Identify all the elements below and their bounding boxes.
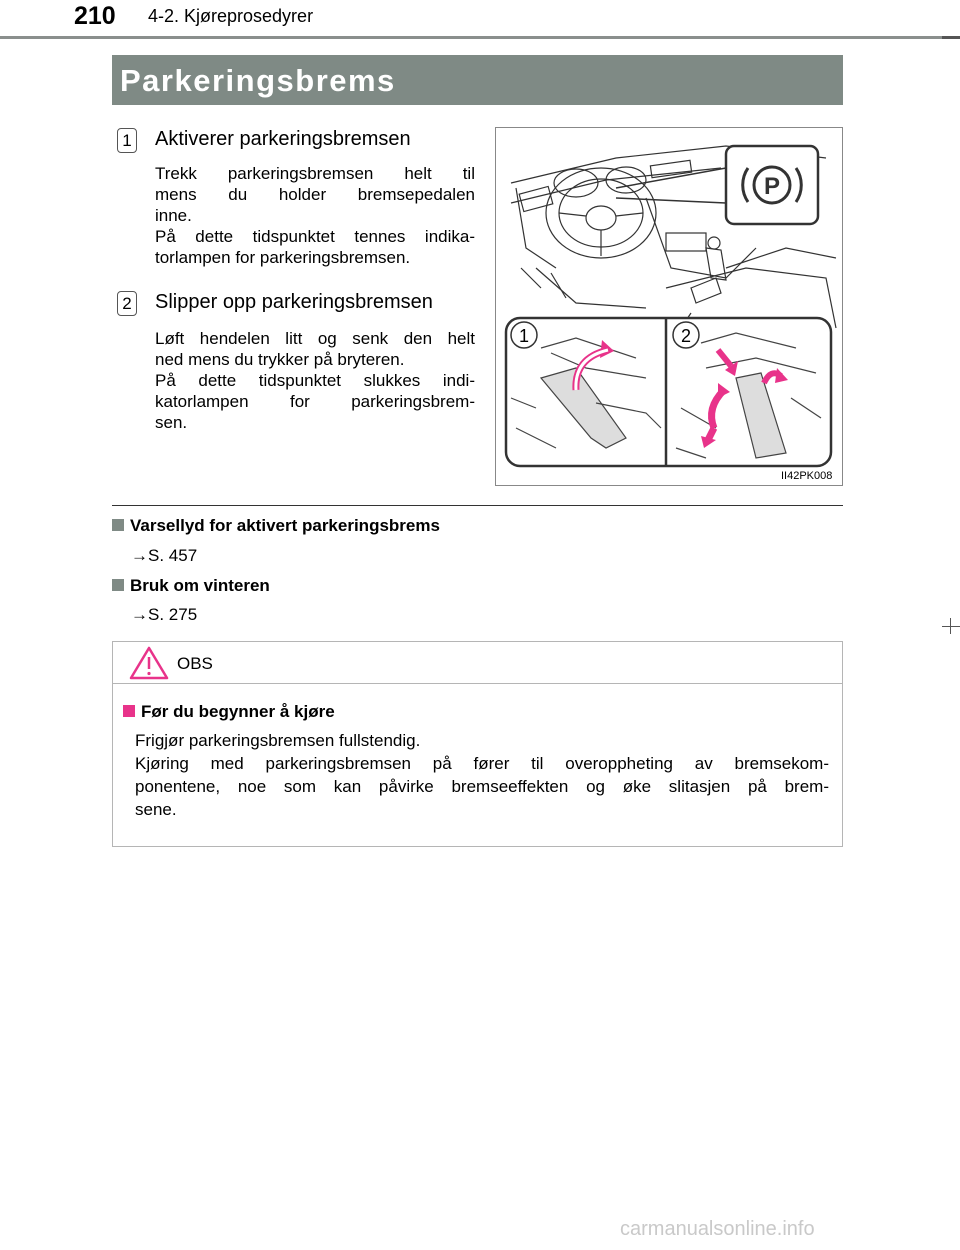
note-2-heading: Bruk om vinteren bbox=[130, 576, 270, 595]
note-heading bbox=[112, 576, 270, 596]
section-divider bbox=[112, 505, 843, 506]
parking-brake-illustration bbox=[495, 127, 843, 486]
note-1-heading: Varsellyd for aktivert parkeringsbrems bbox=[130, 516, 440, 535]
watermark: carmanualsonline.info bbox=[620, 1218, 815, 1240]
caution-subheading: Før du begynner å kjøre bbox=[141, 702, 335, 721]
step-2-line: sen. bbox=[155, 413, 188, 432]
caution-label: OBS bbox=[177, 654, 213, 673]
section-title: 4-2. Kjøreprosedyrer bbox=[148, 6, 314, 26]
caution-box bbox=[112, 641, 843, 847]
caution-line: Kjøring med parkeringsbremsen på fører til overoppheting av bremsekom- bbox=[135, 754, 829, 773]
page-number: 210 bbox=[74, 2, 116, 30]
crop-mark bbox=[950, 618, 951, 634]
callout-2: 2 bbox=[680, 326, 692, 346]
figure-code: II42PK008 bbox=[781, 470, 833, 482]
step-2-title: Slipper opp parkeringsbremsen bbox=[155, 291, 433, 313]
parking-indicator-symbol: P bbox=[763, 173, 781, 200]
caution-subheading-row bbox=[123, 702, 335, 722]
note-heading bbox=[112, 516, 440, 536]
caution-header bbox=[113, 642, 842, 684]
step-2-number: 2 bbox=[117, 291, 137, 316]
crop-mark bbox=[942, 36, 960, 39]
step-2-line: På dette tidspunktet slukkes indi- bbox=[155, 371, 475, 390]
caution-line: sene. bbox=[135, 800, 177, 819]
step-1-line: inne. bbox=[155, 206, 192, 225]
header-rule bbox=[0, 36, 960, 39]
step-1-title: Aktiverer parkeringsbremsen bbox=[155, 128, 411, 150]
bullet-square-icon bbox=[112, 579, 124, 591]
step-1-line: torlampen for parkeringsbremsen. bbox=[155, 248, 411, 267]
step-1-number: 1 bbox=[117, 128, 137, 153]
step-2-line: Løft hendelen litt og senk den helt bbox=[155, 329, 475, 348]
step-2-line: katorlampen for parkeringsbrem- bbox=[155, 392, 475, 411]
caution-line: ponentene, noe som kan påvirke bremseeffekten og øke slitasjen på brem- bbox=[135, 777, 829, 796]
title-bar bbox=[112, 55, 843, 105]
note-1-xref[interactable]: →S. 457 bbox=[131, 546, 198, 565]
step-2-body bbox=[155, 328, 475, 433]
page-title: Parkeringsbrems bbox=[120, 63, 396, 98]
bullet-square-icon bbox=[123, 705, 135, 717]
caution-body bbox=[135, 729, 829, 821]
warning-triangle-icon bbox=[129, 646, 169, 680]
step-1-body bbox=[155, 163, 475, 268]
note-2-xref[interactable]: →S. 275 bbox=[131, 605, 198, 624]
step-1-line: mens du holder bremsepedalen bbox=[155, 185, 475, 204]
car-interior-drawing bbox=[496, 128, 843, 486]
bullet-square-icon bbox=[112, 519, 124, 531]
crop-mark bbox=[942, 626, 960, 627]
step-1-line: På dette tidspunktet tennes indika- bbox=[155, 227, 475, 246]
step-1-line: Trekk parkeringsbremsen helt til bbox=[155, 164, 475, 183]
caution-line: Frigjør parkeringsbremsen fullstendig. bbox=[135, 731, 421, 750]
callout-1: 1 bbox=[518, 326, 530, 346]
step-2-line: ned mens du trykker på bryteren. bbox=[155, 350, 405, 369]
